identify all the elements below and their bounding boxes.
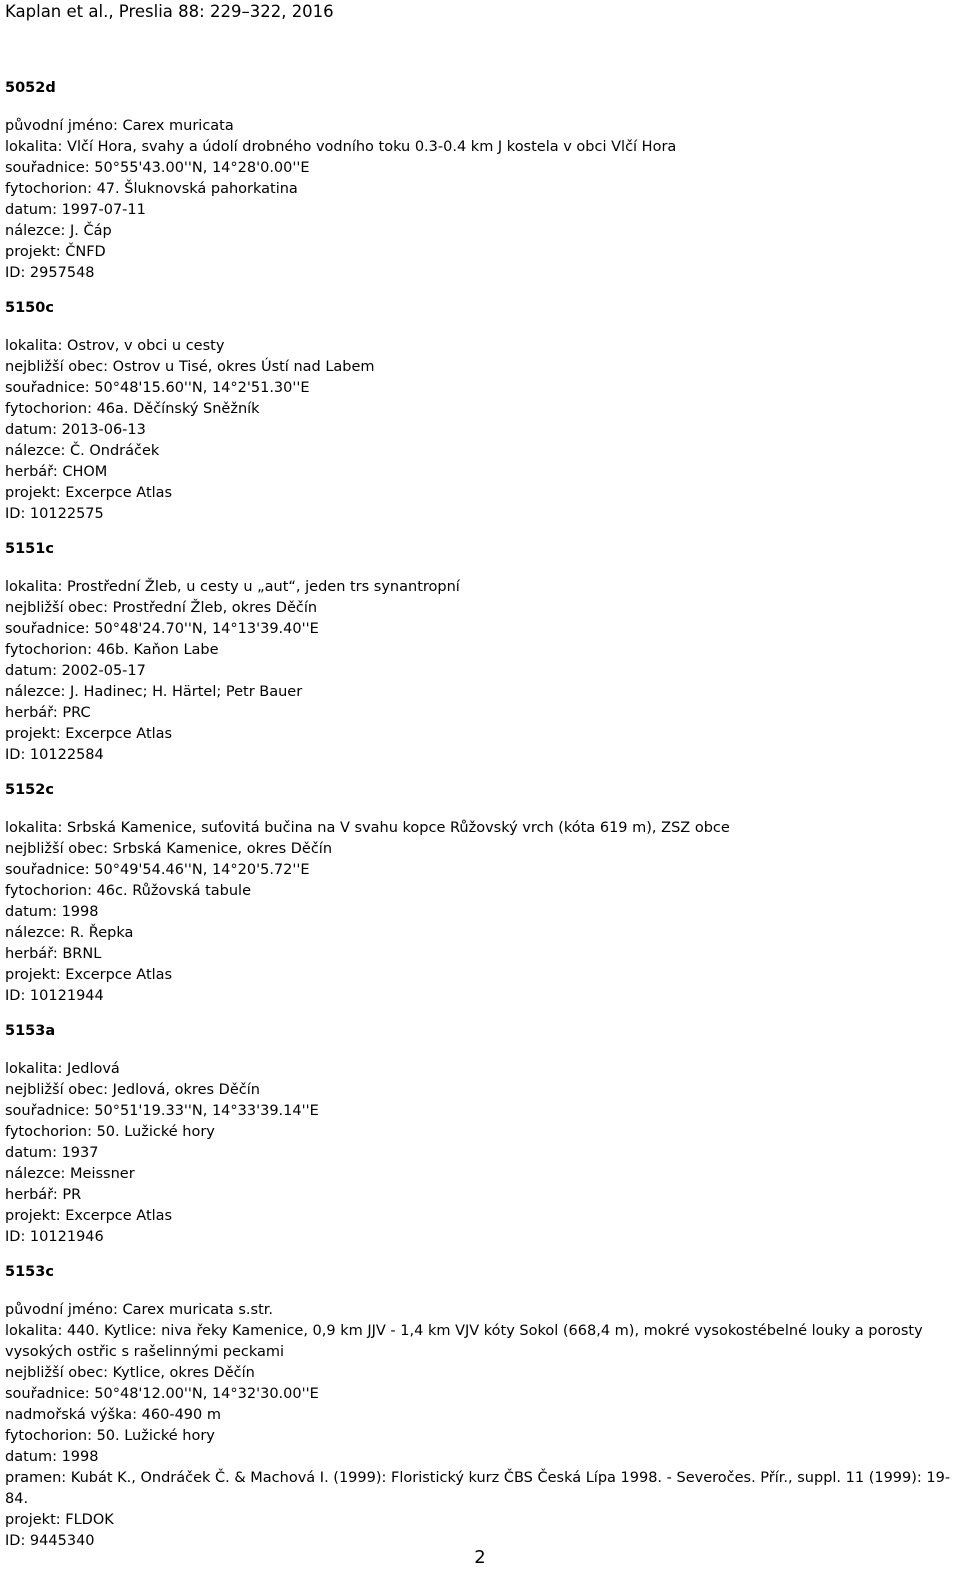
record-field: nejbližší obec: Jedlová, okres Děčín	[5, 1082, 260, 1098]
record-field: lokalita: Jedlová	[5, 1061, 120, 1077]
page-number: 2	[474, 1547, 486, 1568]
record-field: projekt: Excerpce Atlas	[5, 967, 173, 983]
record-field: nadmořská výška: 460-490 m	[5, 1407, 221, 1423]
record-field: fytochorion: 47. Šluknovská pahorkatina	[5, 181, 298, 197]
record-field: nejbližší obec: Ostrov u Tisé, okres Ústí nad Labem	[5, 359, 375, 375]
specimen-record	[5, 1021, 955, 1248]
record-spacer	[5, 766, 955, 780]
record-field: nálezce: J. Hadinec; H. Härtel; Petr Bauer	[5, 684, 303, 700]
specimen-record	[5, 78, 955, 284]
record-spacer	[5, 525, 955, 539]
record-spacer	[5, 1007, 955, 1021]
record-field: nálezce: Meissner	[5, 1166, 135, 1182]
specimen-record	[5, 1262, 955, 1552]
record-field: nejbližší obec: Srbská Kamenice, okres Děčín	[5, 841, 333, 857]
record-field: fytochorion: 50. Lužické hory	[5, 1428, 215, 1444]
record-field: herbář: PRC	[5, 705, 91, 721]
record-id: 5150c	[5, 300, 54, 316]
record-field: nejbližší obec: Prostřední Žleb, okres Děčín	[5, 600, 318, 616]
record-field: ID: 2957548	[5, 265, 95, 281]
record-field: ID: 10121944	[5, 988, 104, 1004]
record-field: projekt: Excerpce Atlas	[5, 1208, 173, 1224]
record-field: projekt: ČNFD	[5, 244, 106, 260]
record-field: projekt: Excerpce Atlas	[5, 485, 173, 501]
specimen-record	[5, 780, 955, 1007]
record-field: herbář: CHOM	[5, 464, 108, 480]
record-field: datum: 2002-05-17	[5, 663, 146, 679]
record-field: lokalita: Prostřední Žleb, u cesty u „aut“, jeden trs synantropní	[5, 579, 460, 595]
record-field: ID: 10122584	[5, 747, 104, 763]
specimen-record	[5, 298, 955, 525]
record-field: datum: 1998	[5, 1449, 99, 1465]
record-field: souřadnice: 50°48'15.60''N, 14°2'51.30''E	[5, 380, 310, 396]
record-field: souřadnice: 50°51'19.33''N, 14°33'39.14''E	[5, 1103, 319, 1119]
record-field: lokalita: Srbská Kamenice, suťovitá bučina na V svahu kopce Růžovský vrch (kóta 619 m), ZSZ obce	[5, 820, 730, 836]
record-field: nálezce: R. Řepka	[5, 925, 134, 941]
record-field: ID: 10121946	[5, 1229, 104, 1245]
record-field: datum: 1998	[5, 904, 99, 920]
record-field: lokalita: 440. Kytlice: niva řeky Kamenice, 0,9 km JJV - 1,4 km VJV kóty Sokol (668,4 m), mokré vysokostébelné louky a porosty vysokých ostřic s rašelinnými peckami	[5, 1323, 923, 1360]
record-spacer	[5, 1248, 955, 1262]
record-field: fytochorion: 50. Lužické hory	[5, 1124, 215, 1140]
record-id: 5153c	[5, 1264, 54, 1280]
record-field: ID: 9445340	[5, 1533, 95, 1549]
record-field: souřadnice: 50°55'43.00''N, 14°28'0.00''E	[5, 160, 310, 176]
record-field: původní jméno: Carex muricata s.str.	[5, 1302, 274, 1318]
record-field: lokalita: Vlčí Hora, svahy a údolí drobného vodního toku 0.3-0.4 km J kostela v obci Vlčí Hora	[5, 139, 677, 155]
record-id: 5151c	[5, 541, 54, 557]
record-field: lokalita: Ostrov, v obci u cesty	[5, 338, 225, 354]
record-field: projekt: Excerpce Atlas	[5, 726, 173, 742]
record-field: datum: 1937	[5, 1145, 99, 1161]
record-field: souřadnice: 50°49'54.46''N, 14°20'5.72''E	[5, 862, 310, 878]
running-header: Kaplan et al., Preslia 88: 229–322, 2016	[5, 2, 334, 21]
record-field: projekt: FLDOK	[5, 1512, 114, 1528]
record-field: nálezce: Č. Ondráček	[5, 443, 160, 459]
record-field: herbář: BRNL	[5, 946, 102, 962]
record-field: souřadnice: 50°48'12.00''N, 14°32'30.00''E	[5, 1386, 319, 1402]
record-field: pramen: Kubát K., Ondráček Č. & Machová I. (1999): Floristický kurz ČBS Česká Lípa 1998. - Severočes. Přír., suppl. 11 (1999): 19-84.	[5, 1470, 951, 1507]
record-field: nálezce: J. Čáp	[5, 223, 112, 239]
record-field: fytochorion: 46c. Růžovská tabule	[5, 883, 251, 899]
record-field: fytochorion: 46a. Děčínský Sněžník	[5, 401, 260, 417]
record-id: 5052d	[5, 80, 56, 96]
record-field: datum: 2013-06-13	[5, 422, 146, 438]
record-id: 5153a	[5, 1023, 56, 1039]
record-list	[5, 78, 955, 1552]
record-field: nejbližší obec: Kytlice, okres Děčín	[5, 1365, 255, 1381]
record-field: herbář: PR	[5, 1187, 82, 1203]
record-field: datum: 1997-07-11	[5, 202, 146, 218]
record-id: 5152c	[5, 782, 54, 798]
specimen-record	[5, 539, 955, 766]
record-field: ID: 10122575	[5, 506, 104, 522]
record-field: původní jméno: Carex muricata	[5, 118, 234, 134]
record-field: fytochorion: 46b. Kaňon Labe	[5, 642, 219, 658]
record-spacer	[5, 284, 955, 298]
record-field: souřadnice: 50°48'24.70''N, 14°13'39.40''E	[5, 621, 319, 637]
